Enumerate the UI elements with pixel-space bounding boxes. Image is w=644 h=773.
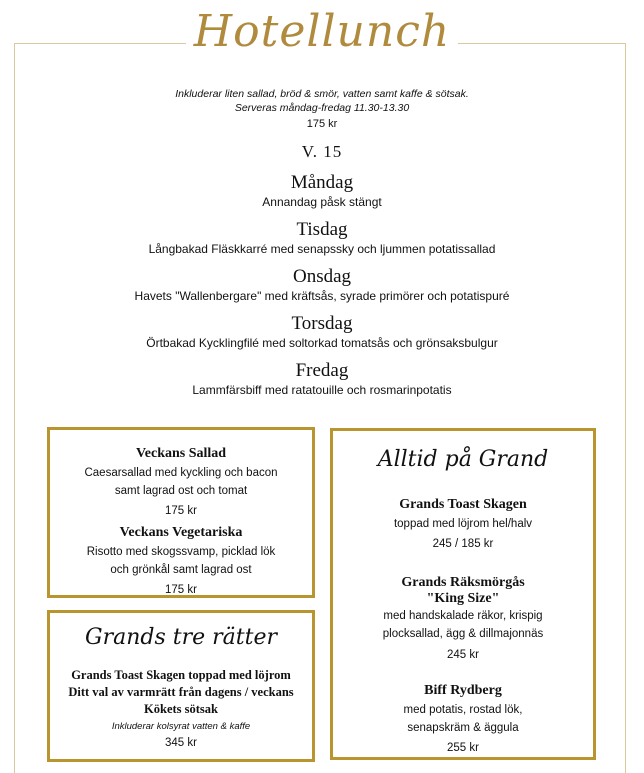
shrimp-line-2: plocksallad, ägg & dillmajonnäs [382,628,544,640]
salad-price: 175 kr [165,505,197,517]
three-course-box [47,610,315,762]
biff-price: 255 kr [447,742,479,754]
three-course-price: 345 kr [165,737,197,749]
always-box [330,428,596,760]
day-name: Onsdag [292,266,352,287]
page-title [0,6,644,57]
title-text: Hotellunch [186,6,458,57]
day-friday [0,360,644,399]
always-heading: Alltid på Grand [377,447,549,472]
salad-title: Veckans Sallad [135,446,227,461]
day-name: Måndag [290,172,354,193]
biff-line-1: med potatis, rostad lök, [403,704,523,716]
day-tuesday [0,219,644,258]
salad-line-2: samt lagrad ost och tomat [114,485,248,497]
day-dish: Örtbakad Kycklingfilé med soltorkad tomatsås och grönsaksbulgur [146,336,498,350]
three-course-line-1: Grands Toast Skagen toppad med löjrom [71,668,291,682]
week-label: V. 15 [301,142,343,161]
veg-line-1: Risotto med skogssvamp, picklad lök [86,546,276,558]
toast-title: Grands Toast Skagen [399,497,527,512]
shrimp-price: 245 kr [447,649,479,661]
shrimp-line-1: med handskalade räkor, krispig [383,610,543,622]
toast-price: 245 / 185 kr [432,538,494,550]
day-name: Tisdag [296,219,348,240]
day-dish: Lammfärsbiff med ratatouille och rosmarinpotatis [192,383,452,397]
intro-line-2: Serveras måndag-fredag 11.30-13.30 [234,102,410,114]
toast-desc: toppad med löjrom hel/halv [393,518,533,530]
salad-line-1: Caesarsallad med kyckling och bacon [84,467,278,479]
veg-line-2: och grönkål samt lagrad ost [110,564,252,576]
lunch-price: 175 kr [306,118,338,130]
day-dish: Annandag påsk stängt [262,195,382,209]
weekly-box [47,427,315,598]
veg-title: Veckans Vegetariska [119,525,243,540]
three-course-line-2: Ditt val av varmrätt från dagens / veckans [68,685,294,699]
three-course-line-3: Kökets sötsak [144,702,218,716]
day-name: Torsdag [291,313,353,334]
day-dish: Havets "Wallenbergare" med kräftsås, syrade primörer och potatispuré [134,289,510,303]
day-wednesday [0,266,644,305]
biff-title: Biff Rydberg [424,683,502,698]
day-thursday [0,313,644,352]
veg-price: 175 kr [165,584,197,596]
day-monday [0,172,644,211]
biff-line-2: senapskräm & äggula [407,722,519,734]
day-dish: Långbakad Fläskkarré med senapssky och ljummen potatissallad [148,242,496,256]
three-course-heading: Grands tre rätter [85,625,277,650]
day-name: Fredag [295,360,349,381]
shrimp-title: Grands Räksmörgås [401,575,525,590]
three-course-note: Inkluderar kolsyrat vatten & kaffe [111,721,251,732]
shrimp-subtitle: "King Size" [426,591,500,606]
intro-line-1: Inkluderar liten sallad, bröd & smör, vatten samt kaffe & sötsak. [175,88,469,100]
